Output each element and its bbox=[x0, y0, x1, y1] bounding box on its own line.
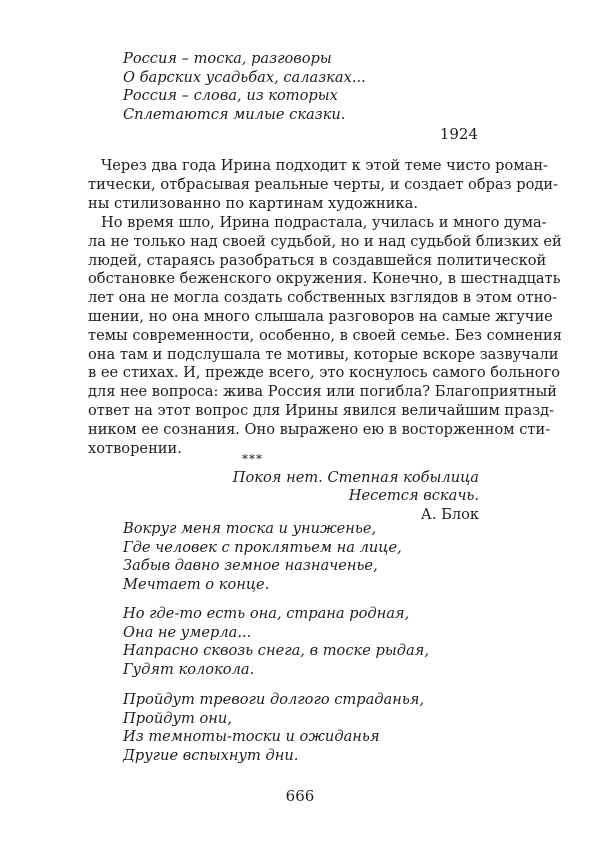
poem-stanza-2 bbox=[123, 605, 429, 679]
poem-line: Вокруг меня тоска и униженье, bbox=[123, 520, 377, 537]
prose-line: для нее вопроса: жива Россия или погибла? Благоприятный bbox=[88, 383, 558, 401]
poem-stanza-1 bbox=[123, 520, 402, 594]
epigraph-line: Покоя нет. Степная кобылица bbox=[232, 469, 479, 486]
poem-line: Где человек с проклятьем на лице, bbox=[123, 538, 402, 556]
prose-paragraph-2 bbox=[88, 214, 562, 458]
poem-line: Гудят колокола. bbox=[123, 660, 255, 678]
poem-top-line: Россия – тоска, разговоры bbox=[123, 50, 332, 67]
prose-line: темы современности, особенно, в своей семье. Без сомнения bbox=[88, 326, 562, 344]
prose-line: тически, отбрасывая реальные черты, и создает образ роди- bbox=[88, 175, 559, 193]
prose-paragraph-1 bbox=[88, 157, 559, 213]
poem-stanza-3 bbox=[123, 691, 424, 765]
prose-line: ны стилизованно по картинам художника. bbox=[88, 194, 418, 212]
prose-line: хотворении. bbox=[88, 439, 182, 457]
section-stars: *** bbox=[242, 452, 263, 466]
poem-line: Напрасно сквозь снега, в тоске рыдая, bbox=[123, 642, 429, 660]
prose-line: обстановке беженского окружения. Конечно, в шестнадцать bbox=[88, 270, 561, 288]
poem-line: Другие вспыхнут дни. bbox=[123, 746, 299, 764]
prose-line: Но время шло, Ирина подрастала, училась и много дума- bbox=[101, 214, 547, 231]
prose-line: людей, стараясь разобраться в создавшейся политической bbox=[88, 251, 547, 269]
prose-line: лет она не могла создать собственных взглядов в этом отно- bbox=[88, 289, 558, 307]
poem-line: Из темноты-тоски и ожиданья bbox=[123, 728, 380, 746]
poem-line: Но где-то есть она, страна родная, bbox=[123, 605, 410, 622]
epigraph-author: А. Блок bbox=[420, 505, 479, 523]
poem-line: Пройдут тревоги долгого страданья, bbox=[123, 691, 425, 708]
prose-line: ла не только над своей судьбой, но и над судьбой близких ей bbox=[88, 232, 562, 250]
poem-top bbox=[123, 50, 366, 124]
prose-line: в ее стихах. И, прежде всего, это коснулось самого больного bbox=[88, 364, 561, 382]
prose-line: шении, но она много слышала разговоров на самые жгучие bbox=[88, 307, 553, 325]
poem-line: Мечтает о конце. bbox=[123, 575, 270, 593]
epigraph-line: Несется вскачь. bbox=[348, 487, 479, 505]
prose-line: ником ее сознания. Оно выражено ею в восторженном сти- bbox=[88, 420, 551, 438]
poem-line: Пройдут они, bbox=[123, 709, 232, 727]
page-number: 666 bbox=[285, 787, 315, 805]
poem-top-line: О барских усадьбах, салазках... bbox=[123, 68, 366, 86]
poem-line: Забыв давно земное назначенье, bbox=[123, 557, 378, 575]
epigraph bbox=[233, 469, 479, 524]
poem-line: Она не умерла... bbox=[123, 623, 252, 641]
poem-date: 1924 bbox=[439, 125, 478, 143]
poem-top-line: Сплетаются милые сказки. bbox=[123, 105, 346, 123]
prose-line: Через два года Ирина подходит к этой теме чисто роман- bbox=[101, 157, 548, 174]
prose-line: она там и подслушала те мотивы, которые вскоре зазвучали bbox=[88, 345, 559, 363]
poem-top-line: Россия – слова, из которых bbox=[123, 87, 338, 105]
prose-line: ответ на этот вопрос для Ирины явился величайшим празд- bbox=[88, 401, 555, 419]
